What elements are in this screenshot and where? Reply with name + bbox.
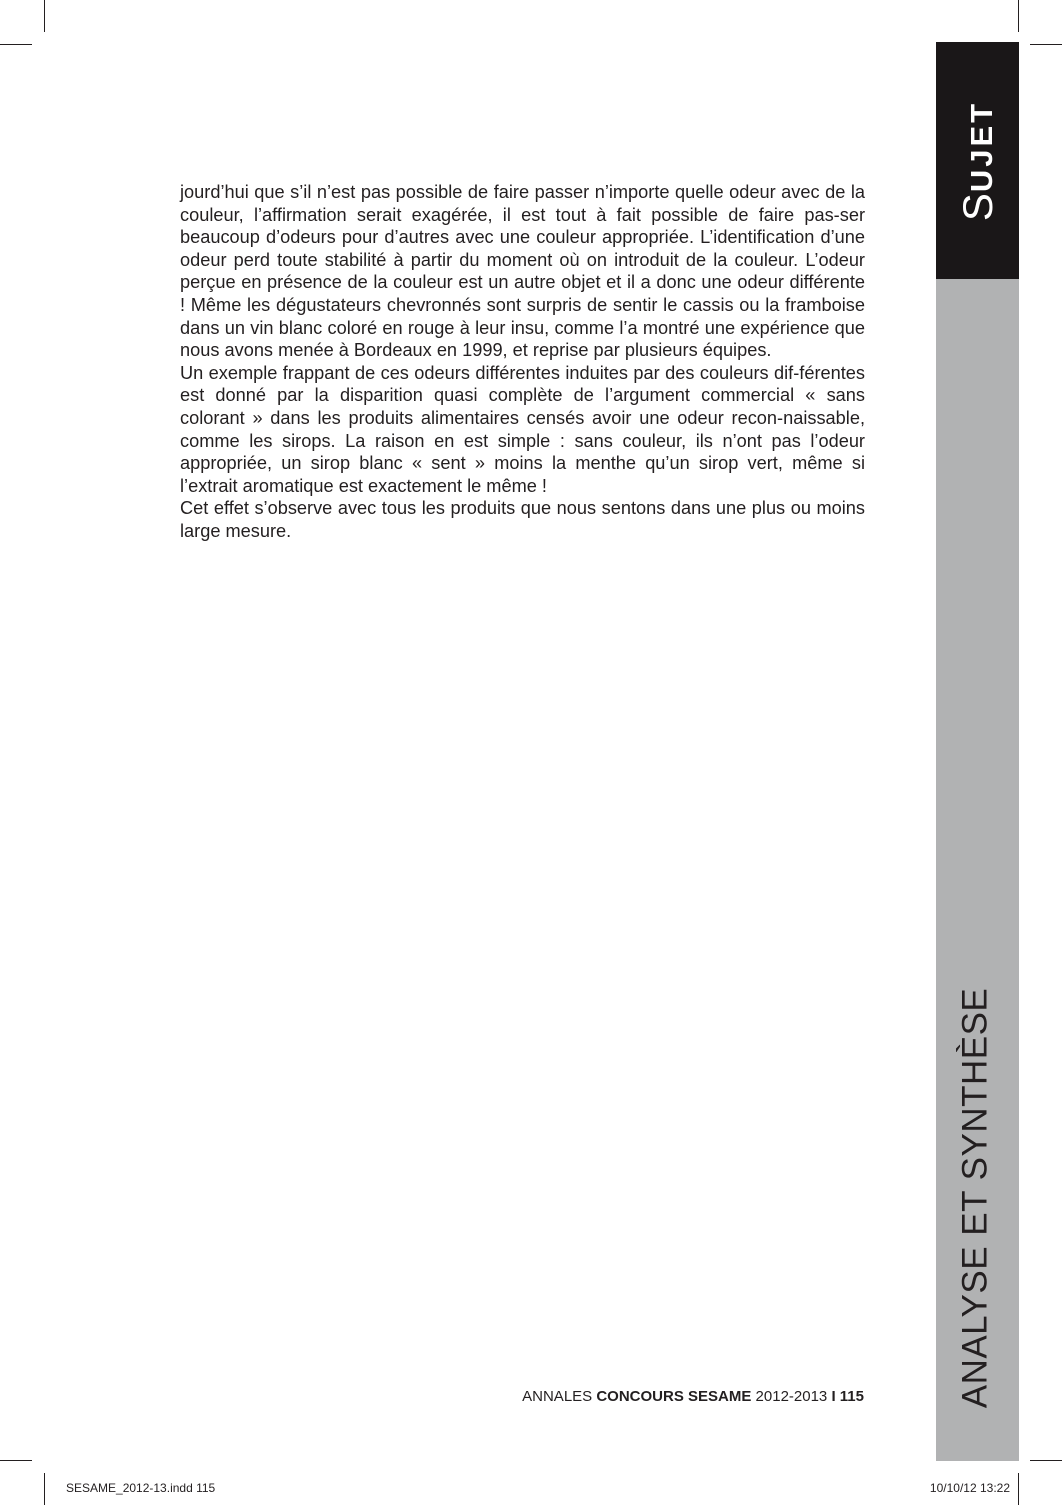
footer-title: CONCOURS SESAME: [596, 1388, 752, 1405]
footer-years: 2012-2013: [751, 1388, 832, 1405]
crop-mark: [1018, 1473, 1019, 1505]
sujet-initial: S: [954, 192, 1001, 222]
crop-mark: [1018, 0, 1019, 32]
section-title: ANALYSE ET SYNTHÈSE: [955, 987, 995, 1409]
footer-separator: I: [831, 1388, 836, 1405]
paragraph: Un exemple frappant de ces odeurs différentes induites par des couleurs dif-​férentes est donné par la disparition quasi complète de l’argument commercial « sans colorant » dans les produits alimentaires censés avoir une odeur recon-​naissable, comme les sirops. La raison en est simple : sans couleur, ils n’ont pas l’odeur appropriée, un sirop blanc « sent » moins la menthe qu’un sirop vert, même si l’extrait aromatique est exactement le même !: [180, 362, 865, 496]
article-body: [180, 181, 865, 543]
crop-mark: [0, 1460, 32, 1461]
slug-file: SESAME_2012-13.indd 115: [66, 1481, 216, 1495]
paragraph: jourd’hui que s’il n’est pas possible de faire passer n’importe quelle odeur avec de la couleur, l’affirmation serait exagérée, il est tout à fait possible de faire pas-​ser beaucoup d’odeurs pour d’autres avec une couleur appropriée. L’identification d’une odeur perd toute stabilité à partir du moment où on introduit de la couleur. L’odeur perçue en présence de la couleur est un autre objet et il a donc une odeur différente ! Même les dégustateurs chevronnés sont surpris de sentir le cassis ou la framboise dans un vin blanc coloré en rouge à leur insu, comme l’a montré une expérience que nous avons menée à Bordeaux en 1999, et reprise par plusieurs équipes.: [180, 182, 865, 361]
crop-mark: [44, 1473, 45, 1505]
sujet-rest: UJET: [964, 100, 999, 193]
page-footer: [522, 1388, 864, 1405]
crop-mark: [1030, 1460, 1062, 1461]
page-number: 115: [835, 1388, 864, 1405]
crop-mark: [44, 0, 45, 32]
slug-datetime: 10/10/12 13:22: [929, 1481, 1010, 1495]
crop-mark: [0, 44, 32, 45]
crop-mark: [1030, 44, 1062, 45]
paragraph: Cet effet s’observe avec tous les produits que nous sentons dans une plus ou moins large mesure.: [180, 498, 865, 541]
sujet-label: [954, 100, 1001, 222]
footer-prefix: ANNALES: [522, 1388, 597, 1405]
